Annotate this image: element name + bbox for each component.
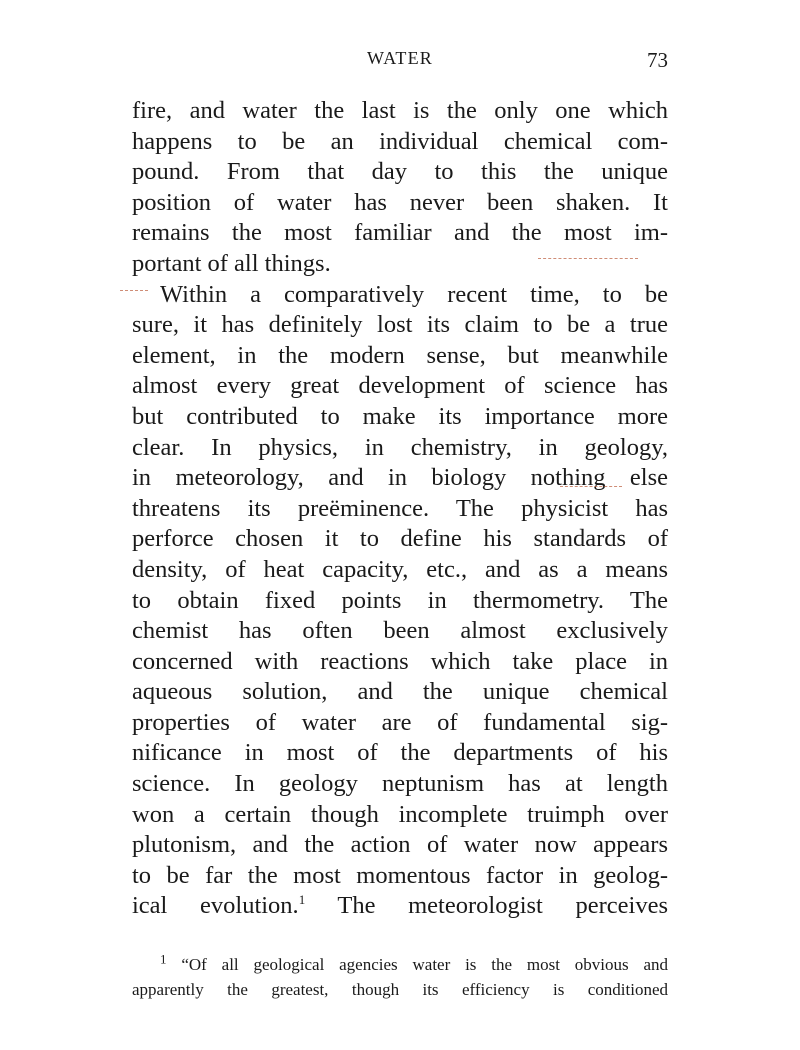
text-line: to obtain fixed points in thermometry. The bbox=[132, 586, 668, 614]
footnote-line: apparently the greatest, though its efficiency is conditioned bbox=[132, 980, 668, 999]
text-line: nificance in most of the departments of his bbox=[132, 739, 668, 767]
line-text: ical evolution. bbox=[132, 892, 299, 920]
text-line: sure, it has definitely lost its claim to be a true bbox=[132, 311, 668, 339]
text-line: plutonism, and the action of water now appears bbox=[132, 831, 668, 859]
text-line: in meteorology, and in biology nothing else bbox=[132, 464, 668, 492]
footnote-line bbox=[132, 952, 668, 977]
pencil-underline-mark bbox=[560, 486, 622, 487]
footnote-reference[interactable]: 1 bbox=[298, 892, 306, 908]
page-header bbox=[132, 48, 668, 74]
text-line-with-footnote-ref bbox=[132, 891, 668, 922]
text-line: element, in the modern sense, but meanwhile bbox=[132, 341, 668, 369]
text-line: science. In geology neptunism has at length bbox=[132, 770, 668, 798]
text-line: position of water has never been shaken. It bbox=[132, 188, 668, 216]
text-line: but contributed to make its importance more bbox=[132, 402, 668, 430]
text-line: perforce chosen it to define his standards of bbox=[132, 525, 668, 553]
text-line: concerned with reactions which take place in bbox=[132, 647, 668, 675]
text-line: properties of water are of fundamental sig- bbox=[132, 708, 668, 736]
paragraph-start-line: Within a comparatively recent time, to be bbox=[160, 280, 668, 308]
running-head: WATER bbox=[367, 48, 433, 68]
text-line: clear. In physics, in chemistry, in geology, bbox=[132, 433, 668, 461]
text-line: pound. From that day to this the unique bbox=[132, 158, 668, 186]
text-line: remains the most familiar and the most im- bbox=[132, 219, 668, 247]
footnote bbox=[132, 952, 668, 1002]
text-line: chemist has often been almost exclusively bbox=[132, 617, 668, 645]
text-line: fire, and water the last is the only one which bbox=[132, 97, 668, 124]
footnote-text: “Of all geological agencies water is the most obvious and bbox=[166, 955, 668, 974]
line-text: The meteorologist perceives bbox=[305, 892, 668, 920]
text-line: portant of all things. bbox=[132, 249, 331, 277]
footnote-marker: 1 bbox=[160, 951, 167, 967]
pencil-underline-mark bbox=[538, 258, 638, 259]
text-line: won a certain though incomplete truimph over bbox=[132, 800, 668, 828]
text-line: aqueous solution, and the unique chemical bbox=[132, 678, 668, 706]
text-line: happens to be an individual chemical com- bbox=[132, 127, 668, 155]
text-line: to be far the most momentous factor in geolog- bbox=[132, 861, 668, 889]
pencil-margin-mark bbox=[120, 290, 148, 291]
text-line: threatens its preëminence. The physicist has bbox=[132, 494, 668, 522]
text-line: almost every great development of science has bbox=[132, 372, 668, 400]
body-text bbox=[132, 96, 668, 922]
text-line: density, of heat capacity, etc., and as a means bbox=[132, 555, 668, 583]
page-number: 73 bbox=[647, 48, 668, 72]
